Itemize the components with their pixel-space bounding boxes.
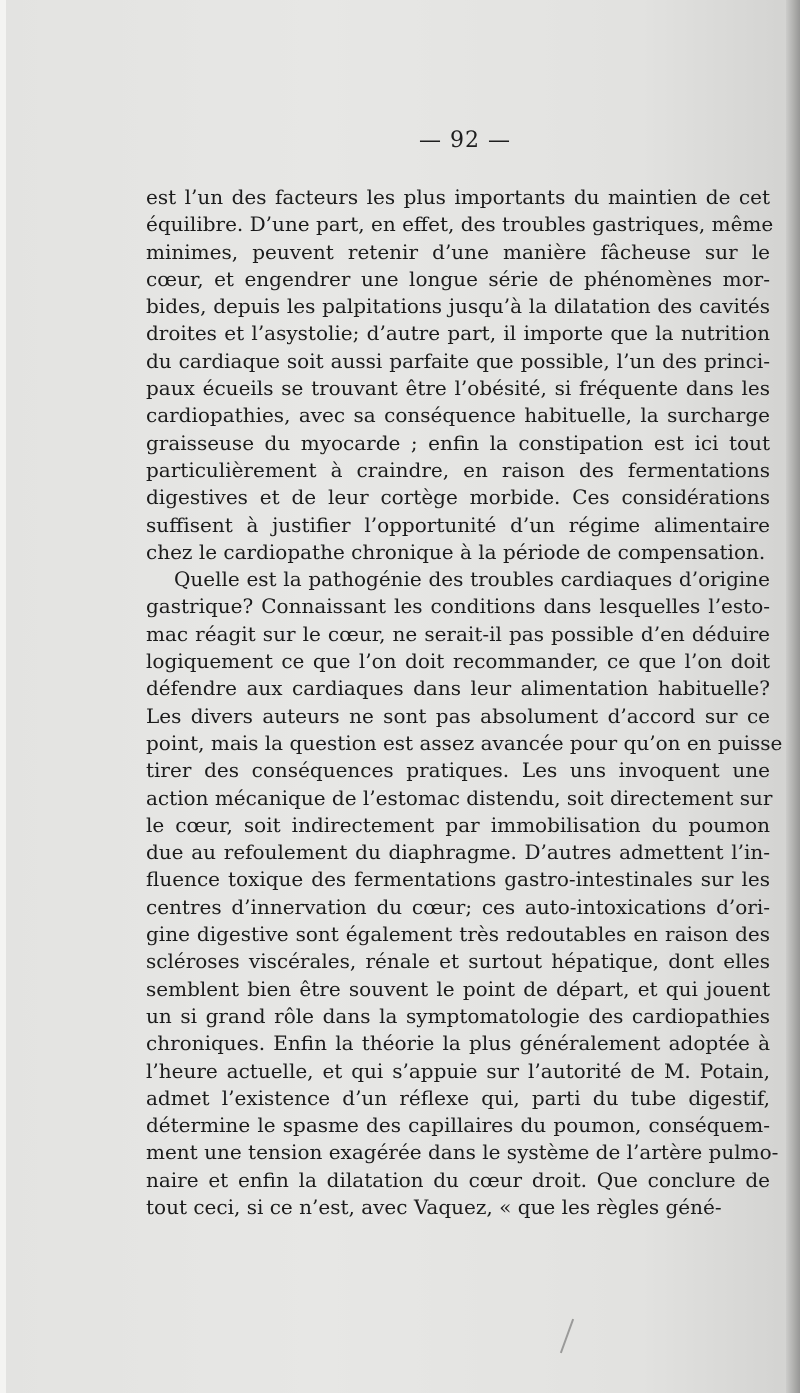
text-line: semblent bien être souvent le point de départ, et qui jouent [146, 976, 770, 1001]
text-line: suffisent à justifier l’opportunité d’un régime alimentaire [146, 512, 770, 537]
text-line: bides, depuis les palpitations jusqu’à la dilatation des cavités [146, 294, 770, 319]
text-line: action mécanique de l’estomac distendu, soit directement sur [146, 785, 773, 810]
text-line: tirer des conséquences pratiques. Les uns invoquent une [146, 758, 770, 783]
text-line: mac réagit sur le cœur, ne serait-il pas possible d’en déduire [146, 621, 770, 646]
text-line: chez le cardiopathe chronique à la période de compensation. [146, 539, 766, 564]
text-line: du cardiaque soit aussi parfaite que possible, l’un des princi- [146, 348, 770, 373]
text-line: chroniques. Enfin la théorie la plus généralement adoptée à [146, 1031, 770, 1056]
text-line: graisseuse du myocarde ; enfin la constipation est ici tout [146, 430, 770, 455]
text-line: particulièrement à craindre, en raison des fermentations [146, 457, 770, 482]
text-line: Les divers auteurs ne sont pas absolument d’accord sur ce [146, 703, 770, 728]
text-line: équilibre. D’une part, en effet, des troubles gastriques, même [146, 212, 774, 237]
text-line: cardiopathies, avec sa conséquence habituelle, la surcharge [146, 403, 770, 428]
text-line: minimes, peuvent retenir d’une manière fâcheuse sur le [146, 239, 770, 264]
page-binding-shadow [786, 0, 800, 1393]
text-line: gine digestive sont également très redoutables en raison des [146, 922, 770, 947]
text-line: admet l’existence d’un réflexe qui, parti du tube digestif, [146, 1085, 770, 1110]
text-line: centres d’innervation du cœur; ces auto-intoxications d’ori- [146, 894, 770, 919]
text-line: ment une tension exagérée dans le système de l’artère pulmo- [146, 1140, 779, 1165]
text-line: point, mais la question est assez avancée pour qu’on en puisse [146, 730, 783, 755]
text-line: un si grand rôle dans la symptomatologie des cardiopathies [146, 1003, 770, 1028]
pencil-mark [560, 1319, 574, 1354]
text-line: l’heure actuelle, et qui s’appuie sur l’autorité de M. Potain, [146, 1058, 770, 1083]
page-number: — 92 — [419, 128, 511, 153]
text-line: cœur, et engendrer une longue série de phénomènes mor- [146, 266, 770, 291]
text-line: défendre aux cardiaques dans leur alimentation habituelle? [146, 676, 770, 701]
text-line: détermine le spasme des capillaires du poumon, conséquem- [146, 1113, 770, 1138]
text-line: est l’un des facteurs les plus importants du maintien de cet [146, 185, 770, 209]
text-line: Quelle est la pathogénie des troubles cardiaques d’origine [174, 567, 770, 592]
page-left-margin [0, 0, 6, 1393]
body-text [146, 184, 783, 1221]
text-line: logiquement ce que l’on doit recommander, ce que l’on doit [146, 649, 770, 674]
text-line: paux écueils se trouvant être l’obésité, si fréquente dans les [146, 376, 770, 401]
text-line: due au refoulement du diaphragme. D’autres admettent l’in- [146, 840, 770, 865]
text-line: naire et enfin la dilatation du cœur droit. Que conclure de [146, 1167, 770, 1192]
text-line: fluence toxique des fermentations gastro-intestinales sur les [146, 867, 770, 892]
text-line: droites et l’asystolie; d’autre part, il importe que la nutrition [146, 321, 770, 346]
text-line: scléroses viscérales, rénale et surtout hépatique, dont elles [146, 949, 770, 974]
text-line: tout ceci, si ce n’est, avec Vaquez, « que les règles géné- [146, 1194, 722, 1219]
text-line: le cœur, soit indirectement par immobilisation du poumon [146, 812, 770, 837]
text-line: gastrique? Connaissant les conditions dans lesquelles l’esto- [146, 594, 770, 619]
text-line: digestives et de leur cortège morbide. Ces considérations [146, 485, 770, 510]
